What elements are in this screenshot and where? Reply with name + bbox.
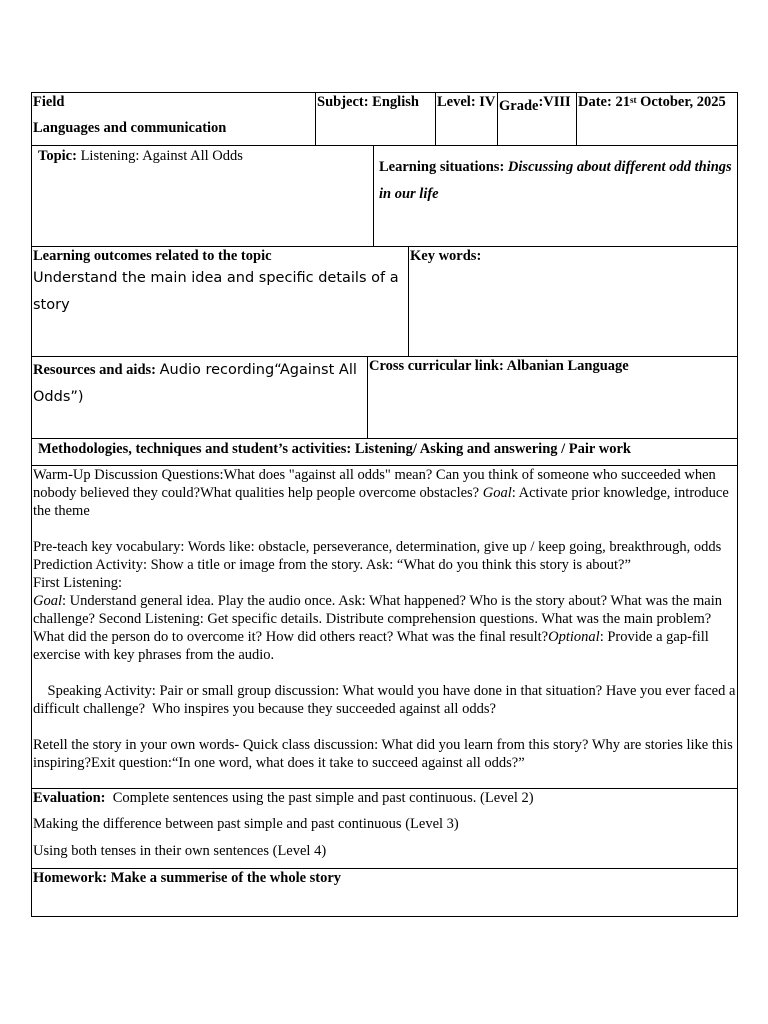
retell-text: Retell the story in your own words- Quick class discussion: What did you learn from this story? Why are stories like this inspiring?Exit question:“In one word, what does it take to succeed against all odds?” (33, 737, 733, 771)
homework-row (31, 869, 738, 917)
key-words-cell (409, 247, 737, 356)
learning-situations-cell (374, 146, 737, 246)
warmup-text (33, 466, 736, 520)
level-cell (436, 93, 498, 145)
optional-label: Optional (548, 629, 600, 645)
date-rest: October, 2025 (636, 94, 726, 110)
evaluation-line1-text: Complete sentences using the past simple and past continuous. (Level 2) (105, 790, 534, 806)
evaluation-line-2: Making the difference between past simple and past continuous (Level 3) (33, 816, 459, 832)
homework-label: Homework: Make a summerise of the whole story (33, 870, 342, 886)
date-sup: st (629, 95, 637, 105)
resources-cell (32, 357, 368, 438)
field-label: Field (33, 94, 65, 110)
key-words-label: Key words: (410, 248, 482, 264)
header-row (31, 92, 738, 146)
topic-row (31, 146, 738, 247)
methodologies-row (31, 439, 738, 466)
outcomes-cell (32, 247, 409, 356)
evaluation-label: Evaluation: (33, 790, 106, 806)
methodologies-cell (32, 439, 737, 465)
subject-cell (316, 93, 436, 145)
goal1-text: : Activate prior knowledge, introduce the theme (33, 485, 729, 519)
speaking-text: Speaking Activity: Pair or small group discussion: What would you have done in that situation? Have you ever faced a difficult challenge? Who inspires you because they succeeded against all odds? (33, 683, 740, 717)
date-cell (577, 93, 737, 145)
activities-cell (32, 466, 740, 788)
resources-label: Resources and aids: (33, 362, 160, 378)
evaluation-cell (32, 789, 737, 868)
outcomes-row (31, 247, 738, 357)
methodologies-label: Methodologies, techniques and student’s activities: Listening/ Asking and answering / Pair work (38, 441, 631, 457)
grade-value: :VIII (538, 94, 571, 110)
listening-paragraph (33, 592, 736, 664)
goal2-label: Goal (33, 593, 62, 609)
activities-row (31, 466, 738, 789)
resources-value: Audio recording“Against All Odds”) (33, 362, 357, 405)
lesson-plan-table (31, 92, 738, 917)
field-value: Languages and communication (33, 120, 227, 136)
resources-row (31, 357, 738, 439)
date-label: Date: 21 (578, 94, 630, 110)
grade-cell (498, 93, 577, 145)
first-listening-text: First Listening: (33, 575, 123, 591)
topic-value: Listening: Against All Odds (76, 148, 243, 164)
preteach-text: Pre-teach key vocabulary: Words like: obstacle, perseverance, determination, give up / keep going, breakthrough, odds (33, 539, 722, 555)
evaluation-line-1 (33, 789, 736, 807)
goal2-text: : Understand general idea. Play the audio once. Ask: What happened? Who is the story about? What was the main challenge? Second Listening: Get specific details. Distribute comprehension questions. What was the main problem? What did the person do to overcome it? How did others react? What was the final result? (33, 593, 722, 645)
evaluation-line-3: Using both tenses in their own sentences (Level 4) (33, 842, 327, 859)
grade-label: Grade (499, 98, 539, 114)
outcomes-value: Understand the main idea and specific details of a story (33, 270, 399, 313)
warmup-body: Warm-Up Discussion Questions:What does "against all odds" mean? Can you think of someone who succeeded when nobody believed they could?What qualities help people overcome obstacles? (33, 467, 716, 501)
goal1-label: Goal (482, 485, 512, 501)
cross-curricular-cell (368, 357, 737, 438)
topic-label: Topic: (38, 148, 77, 164)
field-cell (32, 93, 316, 145)
prediction-text: Prediction Activity: Show a title or image from the story. Ask: “What do you think this story is about?” (33, 557, 631, 573)
subject-text: Subject: English (317, 94, 419, 110)
optional-text: : Provide a gap-fill exercise with key phrases from the audio. (33, 629, 709, 663)
outcomes-label: Learning outcomes related to the topic (33, 248, 272, 264)
learning-situations-label: Learning situations: (379, 159, 508, 175)
level-text: Level: IV (437, 94, 496, 110)
topic-cell (32, 146, 374, 246)
evaluation-row (31, 789, 738, 869)
learning-situations-value: Discussing about different odd things in our life (379, 159, 732, 202)
cross-curricular-label: Cross curricular link: Albanian Language (369, 358, 629, 374)
homework-cell (32, 869, 737, 916)
